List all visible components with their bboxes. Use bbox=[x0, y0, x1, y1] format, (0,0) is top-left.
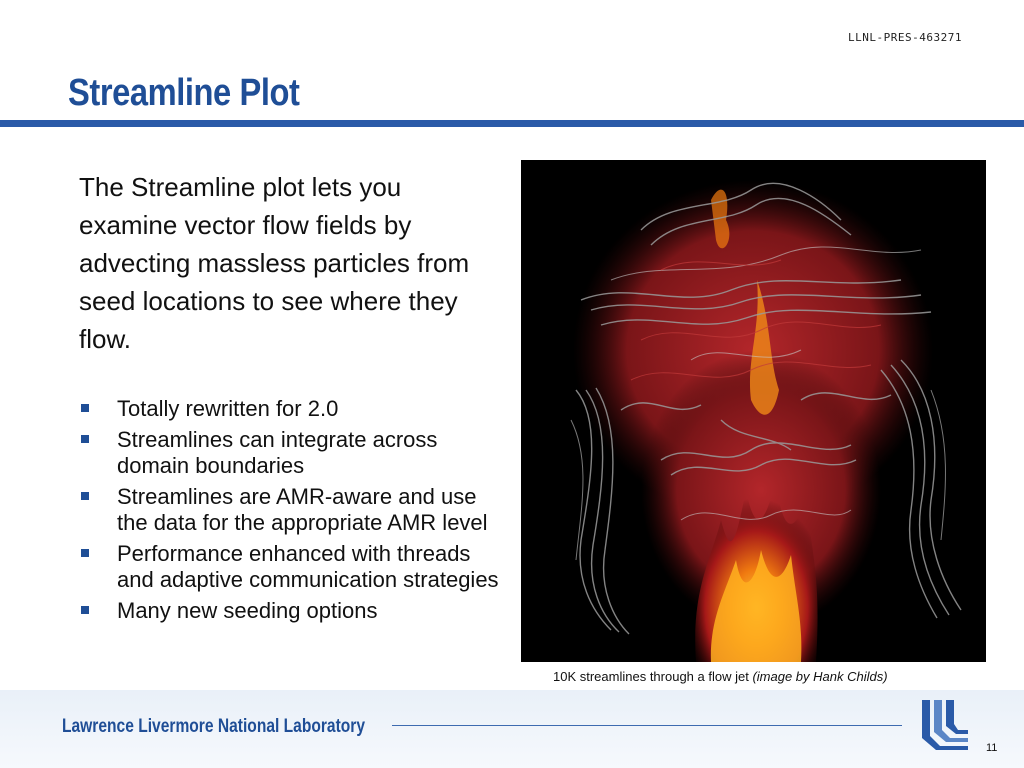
list-item-text: Many new seeding options bbox=[117, 598, 378, 623]
list-item-text: Streamlines are AMR-aware and use the data for the appropriate AMR level bbox=[117, 484, 488, 535]
lab-name: Lawrence Livermore National Laboratory bbox=[62, 716, 366, 737]
list-item bbox=[79, 427, 499, 479]
list-item bbox=[79, 484, 499, 536]
title-divider bbox=[0, 120, 1024, 127]
square-bullet-icon bbox=[81, 549, 89, 557]
streamline-image bbox=[521, 160, 986, 662]
list-item bbox=[79, 541, 499, 593]
list-item-text: Streamlines can integrate across domain boundaries bbox=[117, 427, 438, 478]
list-item-text: Totally rewritten for 2.0 bbox=[117, 396, 339, 421]
caption-text: 10K streamlines through a flow jet bbox=[553, 669, 749, 684]
square-bullet-icon bbox=[81, 606, 89, 614]
square-bullet-icon bbox=[81, 435, 89, 443]
figure-caption bbox=[553, 669, 888, 684]
list-item bbox=[79, 598, 499, 624]
slide-title: Streamline Plot bbox=[68, 72, 300, 114]
document-id: LLNL-PRES-463271 bbox=[848, 31, 962, 44]
llnl-logo-icon bbox=[918, 698, 972, 752]
intro-paragraph: The Streamline plot lets you examine vector flow fields by advecting massless particles from seed locations to see where they flow. bbox=[79, 172, 470, 354]
list-item bbox=[79, 396, 499, 422]
footer-divider bbox=[392, 725, 902, 726]
feature-list bbox=[79, 396, 499, 629]
page-number: 11 bbox=[986, 742, 998, 754]
square-bullet-icon bbox=[81, 404, 89, 412]
caption-credit: (image by Hank Childs) bbox=[752, 669, 888, 684]
slide-footer bbox=[0, 690, 1024, 768]
list-item-text: Performance enhanced with threads and adaptive communication strategies bbox=[117, 541, 499, 592]
streamline-render bbox=[521, 160, 986, 662]
square-bullet-icon bbox=[81, 492, 89, 500]
